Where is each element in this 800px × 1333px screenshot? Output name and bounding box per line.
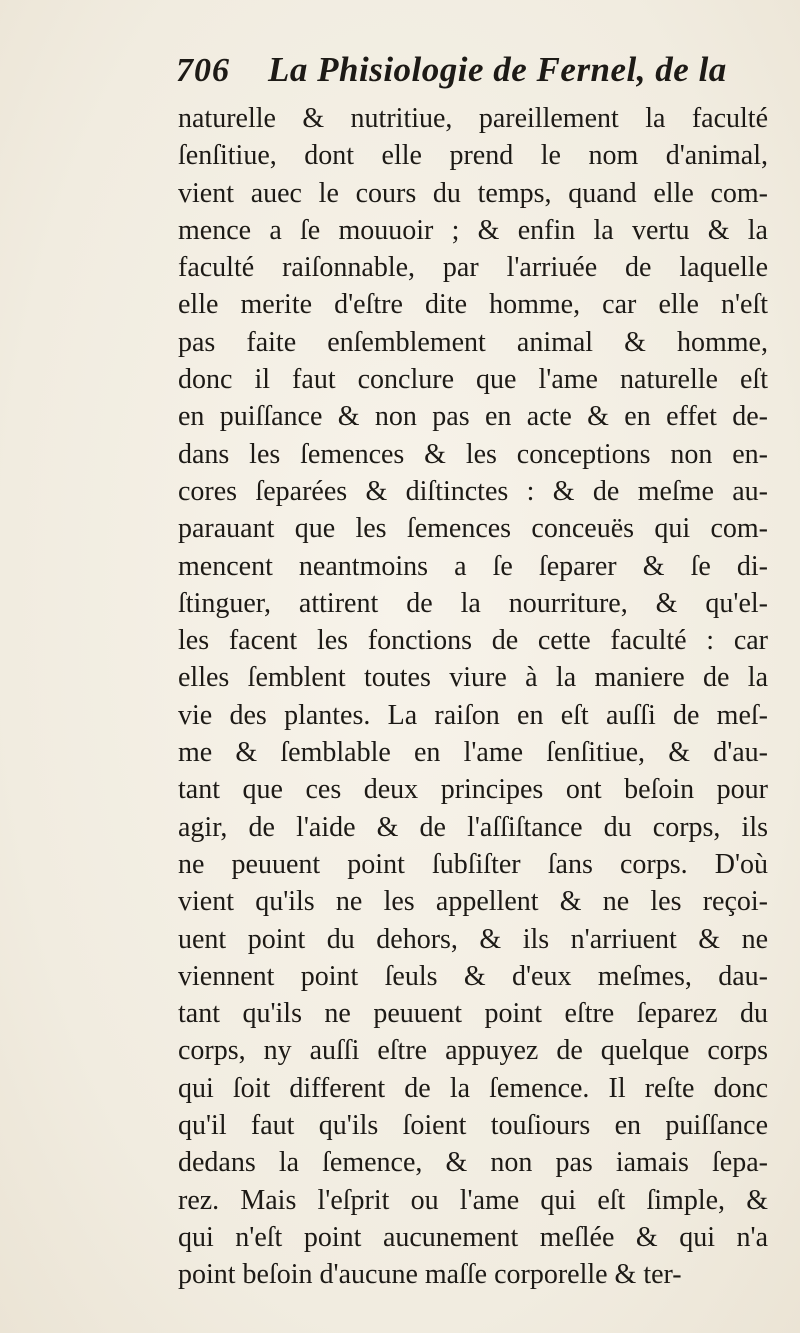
page-header: [176, 50, 766, 96]
text-line: naturelle & nutritiue, pareillement la faculté: [178, 103, 768, 134]
text-line: parauant que les ſemences conceuës qui com-: [178, 513, 768, 545]
text-line: ſtinguer, attirent de la nourriture, & qu'el-: [178, 587, 768, 619]
text-line: vient qu'ils ne les appellent & ne les reçoi-: [178, 886, 768, 918]
text-line: elles ſemblent toutes viure à la maniere de la: [178, 662, 768, 694]
text-line: en puiſſance & non pas en acte & en effet de-: [178, 401, 768, 433]
text-line: cores ſeparées & diſtinctes : & de meſme au-: [178, 475, 768, 507]
text-line: pas faite enſemblement animal & homme,: [178, 326, 768, 358]
running-title: La Phisiologie de Fernel, de la: [268, 50, 727, 89]
text-line: vient auec le cours du temps, quand elle com-: [178, 177, 768, 209]
text-line: faculté raiſonnable, par l'arriuée de laquelle: [178, 252, 768, 284]
text-line: ne peuuent point ſubſiſter ſans corps. D'où: [178, 848, 768, 880]
text-line: dans les ſemences & les conceptions non en-: [178, 438, 768, 470]
text-line: uent point du dehors, & ils n'arriuent & ne: [178, 923, 768, 955]
text-line: qu'il faut qu'ils ſoient touſiours en puiſſance: [178, 1110, 768, 1142]
text-line: mencent neantmoins a ſe ſeparer & ſe di-: [178, 550, 768, 582]
text-line: ſenſitiue, dont elle prend le nom d'animal,: [178, 140, 768, 172]
text-line: qui ſoit different de la ſemence. Il reſte donc: [178, 1072, 768, 1104]
text-line: donc il faut conclure que l'ame naturelle eſt: [178, 364, 768, 396]
text-line: viennent point ſeuls & d'eux meſmes, dau-: [178, 960, 768, 992]
text-line: mence a ſe mouuoir ; & enfin la vertu & la: [178, 214, 768, 246]
text-line: elle merite d'eſtre dite homme, car elle n'eſt: [178, 289, 768, 321]
text-line: qui n'eſt point aucunement meſlée & qui n'a: [178, 1221, 768, 1253]
text-line: dedans la ſemence, & non pas iamais ſepa-: [178, 1147, 768, 1179]
text-line: tant que ces deux principes ont beſoin pour: [178, 774, 768, 806]
text-line: tant qu'ils ne peuuent point eſtre ſeparez du: [178, 998, 768, 1030]
body-text: [178, 100, 778, 1294]
text-line: point beſoin d'aucune maſſe corporelle & ter-: [178, 1259, 682, 1291]
text-line: vie des plantes. La raiſon en eſt auſſi de meſ-: [178, 699, 768, 731]
text-line: les facent les fonctions de cette faculté : car: [178, 625, 768, 657]
text-line: corps, ny auſſi eſtre appuyez de quelque corps: [178, 1035, 768, 1067]
text-line: me & ſemblable en l'ame ſenſitiue, & d'au-: [178, 737, 768, 769]
text-line: rez. Mais l'eſprit ou l'ame qui eſt ſimple, &: [178, 1184, 768, 1216]
page-number: 706: [176, 52, 230, 89]
text-line: agir, de l'aide & de l'aſſiſtance du corps, ils: [178, 811, 768, 843]
